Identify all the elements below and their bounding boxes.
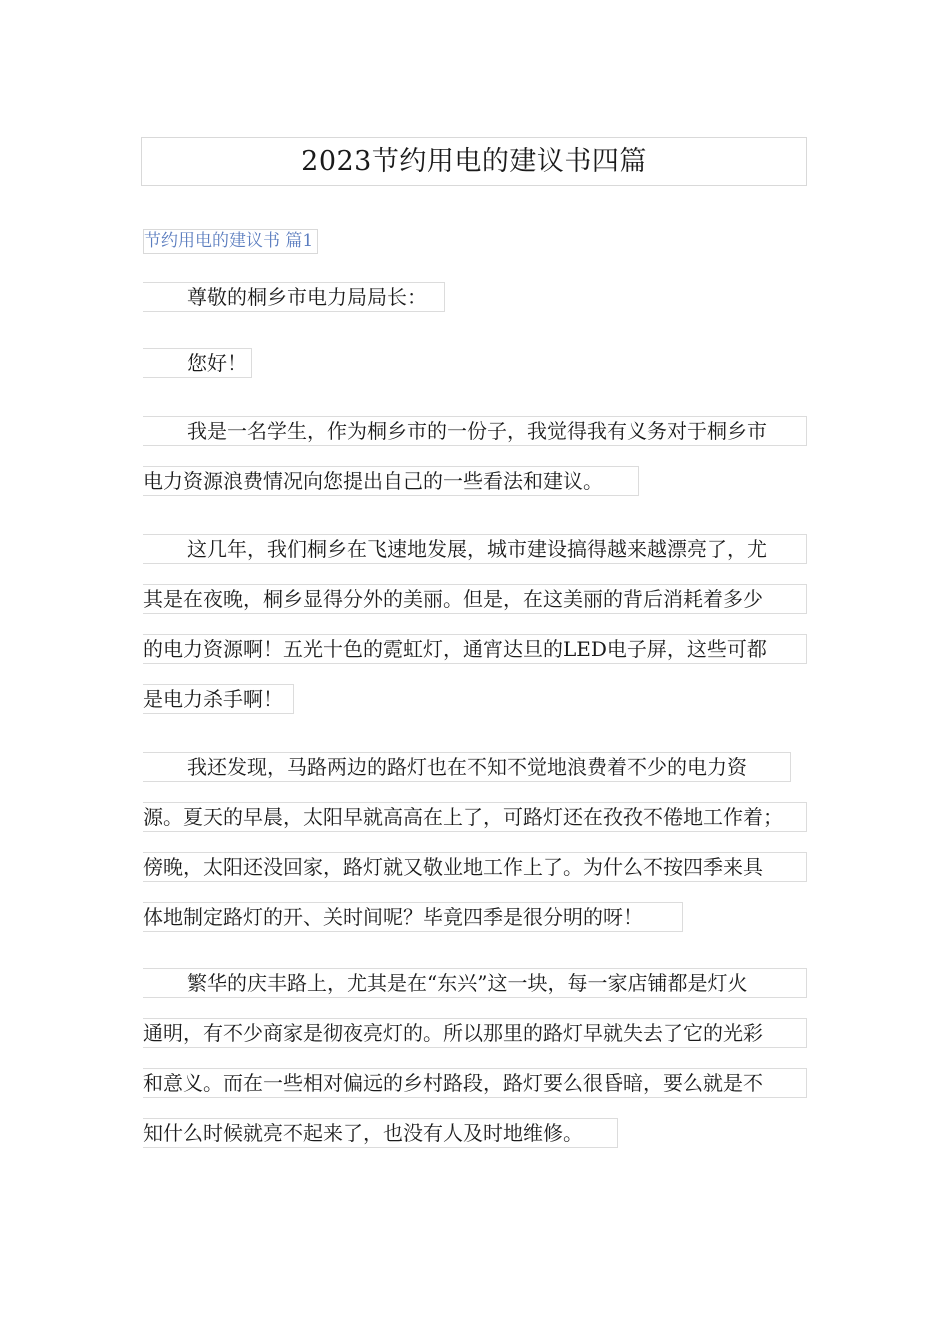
paragraph-line: 通明，有不少商家是彻夜亮灯的。所以那里的路灯早就失去了它的光彩 — [143, 1018, 807, 1048]
paragraph-line: 其是在夜晚，桐乡显得分外的美丽。但是，在这美丽的背后消耗着多少 — [143, 584, 807, 614]
paragraph-line: 我是一名学生，作为桐乡市的一份子，我觉得我有义务对于桐乡市 — [143, 416, 807, 446]
paragraph-line: 这几年，我们桐乡在飞速地发展，城市建设搞得越来越漂亮了，尤 — [143, 534, 807, 564]
paragraph-line: 繁华的庆丰路上，尤其是在“东兴”这一块，每一家店铺都是灯火 — [143, 968, 807, 998]
paragraph-line: 电力资源浪费情况向您提出自己的一些看法和建议。 — [143, 466, 639, 496]
section-heading: 节约用电的建议书 篇1 — [143, 229, 318, 254]
paragraph-line: 的电力资源啊！五光十色的霓虹灯，通宵达旦的LED电子屏，这些可都 — [143, 634, 807, 664]
paragraph-line: 体地制定路灯的开、关时间呢？毕竟四季是很分明的呀！ — [143, 902, 683, 932]
paragraph-line: 我还发现，马路两边的路灯也在不知不觉地浪费着不少的电力资 — [143, 752, 791, 782]
document-title: 2023节约用电的建议书四篇 — [141, 137, 807, 186]
paragraph-line: 您好！ — [143, 348, 252, 378]
paragraph-line: 和意义。而在一些相对偏远的乡村路段，路灯要么很昏暗，要么就是不 — [143, 1068, 807, 1098]
paragraph-line: 是电力杀手啊！ — [143, 684, 294, 714]
paragraph-line: 知什么时候就亮不起来了，也没有人及时地维修。 — [143, 1118, 618, 1148]
paragraph-line: 尊敬的桐乡市电力局局长： — [143, 282, 445, 312]
paragraph-line: 源。夏天的早晨，太阳早就高高在上了，可路灯还在孜孜不倦地工作着； — [143, 802, 807, 832]
paragraph-line: 傍晚，太阳还没回家，路灯就又敬业地工作上了。为什么不按四季来具 — [143, 852, 807, 882]
